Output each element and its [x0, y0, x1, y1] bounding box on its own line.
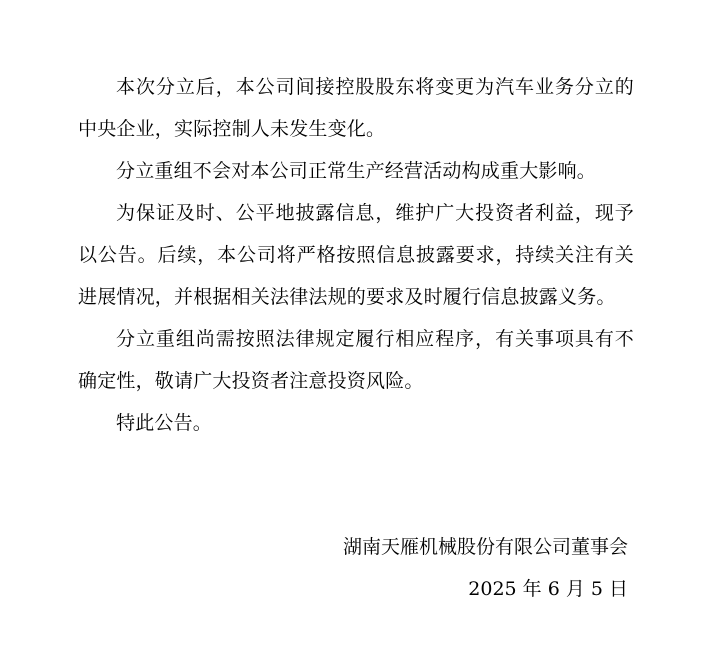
paragraph-risk-warning: 分立重组尚需按照法律规定履行相应程序，有关事项具有不确定性，敬请广大投资者注意投资风险。	[78, 328, 634, 392]
signature-block	[343, 526, 628, 610]
signature-company: 湖南天雁机械股份有限公司董事会	[342, 536, 628, 558]
paragraph-controlling-shareholder-change: 本次分立后，本公司间接控股股东将变更为汽车业务分立的中央企业，实际控制人未发生变化。	[78, 76, 634, 140]
paragraph-no-material-impact: 分立重组不会对本公司正常生产经营活动构成重大影响。	[116, 160, 597, 182]
signature-date: 2025 年 6 月 5 日	[468, 578, 628, 600]
announcement-body	[78, 66, 634, 444]
paragraph-closing: 特此公告。	[116, 412, 213, 434]
paragraph-disclosure-commitment: 为保证及时、公平地披露信息，维护广大投资者利益，现予以公告。后续，本公司将严格按照信息披露要求，持续关注有关进展情况，并根据相关法律法规的要求及时履行信息披露义务。	[78, 202, 634, 308]
